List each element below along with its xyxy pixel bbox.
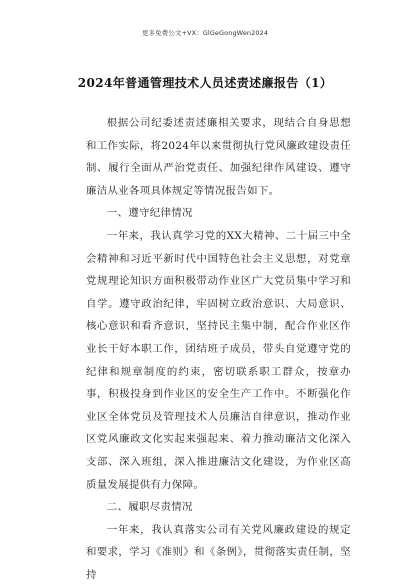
- header-note: 更多免费公文+VX：GlGeGongWen2024: [141, 29, 269, 37]
- intro-paragraph: 根据公司纪委述责述廉相关要求，现结合自身思想和工作实际，将2024年以来贯彻执行党风廉政建设责任制、履行全面从严治党责任、加强纪律作风建设、遵守廉洁从业各项具体规定等情况报告如下。: [86, 117, 351, 197]
- document-body: [86, 112, 351, 586]
- discipline-paragraph: 一年来，我认真学习党的XX大精神、二十届三中全会精神和习近平新时代中国特色社会主义思想，对党章党规理论知识方面积极带动作业区广大党员集中学习和自学。遵守政治纪律，牢固树立政治意识、大局意识、核心意识和看齐意识，坚持民主集中制，配合作业区作业长干好本职工作，团结班子成员，带头自觉遵守党的纪律和规章制度的约束，密切联系职工群众，按章办事，积极投身到作业区的安全生产工作中。不断强化作业区全体党员及管理技术人员廉洁自律意识，推动作业区党风廉政文化实起来强起来、着力推动廉洁文化深入支部、深入班组，深入推进廉洁文化建设，为作业区高质量发展提供有力保障。: [86, 229, 351, 491]
- section-heading-discipline: 一、遵守纪律情况: [106, 207, 193, 220]
- section-heading-duties: 二、履职尽责情况: [106, 501, 193, 514]
- document-title: 2024年普通管理技术人员述责述廉报告（1）: [77, 76, 333, 90]
- duties-paragraph: 一年来，我认真落实公司有关党风廉政建设的规定和要求，学习《准则》和《条例》，贯彻落实责任制，坚持: [86, 523, 351, 581]
